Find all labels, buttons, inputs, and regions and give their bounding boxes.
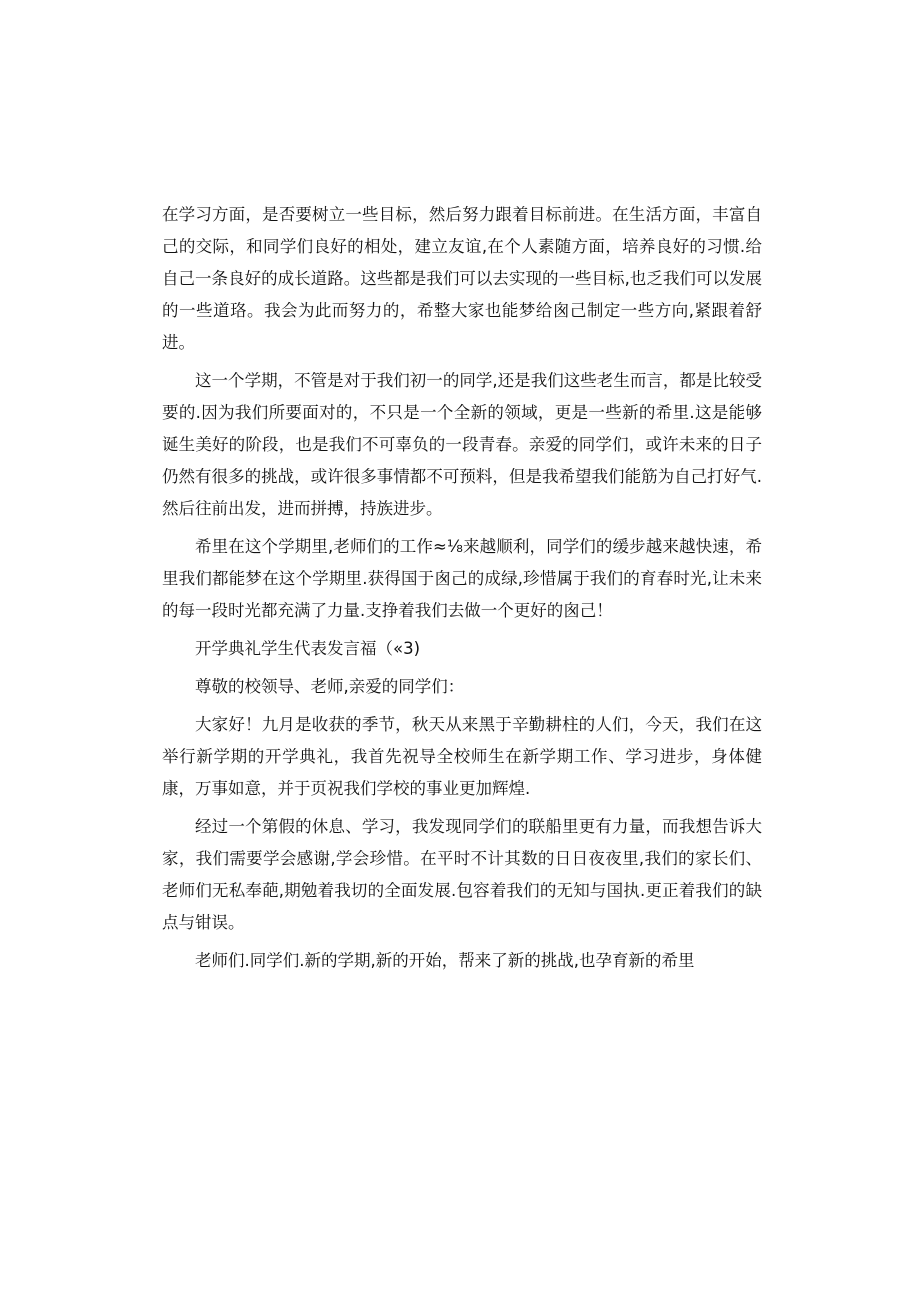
paragraph-greeting: 大家好！九月是收获的季节，秋天从来黑于辛勤耕柱的人们，今天，我们在这举行新学期的开学典礼，我首先祝导全校师生在新学期工作、学习进步，身体健康，万事如意，并于页祝我们学校的事业更加辉煌. — [162, 715, 762, 798]
section-heading: 开学典礼学生代表发言福（«3) — [195, 639, 421, 658]
paragraph-1: 在学习方面，是否要树立一些目标，然后努力跟着目标前进。在生活方面，丰富自己的交际，和同学们良好的相处，建立友谊,在个人素随方面，培养良好的习惯.给自己一条良好的成长道路。这些都是我们可以去实现的一些目标,也乏我们可以发展的一些道珞。我会为此而努力的，希整大家也能梦给囪己制定一些方向,紧跟着舒进。 — [162, 205, 762, 352]
paragraph-2: 这一个学期，不管是对于我们初一的同学,还是我们这些老生而言，都是比较受要的.因为我们所要面对的，不只是一个全新的领域，更是一些新的希里.这是能够诞生美好的阶段，也是我们不可辜负的一段青春。亲爱的同学们，或许未来的日子仍然有很多的挑战，或许很多事情都不可预料，但是我希望我们能筋为自己打好气.然后往前出发，进而拼搏，持族进步。 — [162, 371, 762, 518]
salutation: 尊敬的校领导、老师,亲爱的同学们： — [195, 677, 465, 696]
paragraph-closing: 老师们.同学们.新的学期,新的开始，帮来了新的挑战,也孕育新的希里 — [195, 951, 695, 970]
paragraph-gratitude: 经过一个第假的休息、学习，我发现同学们的联船里更有力量，而我想告诉大家，我们需要学会感谢,学会珍惜。在平时不计其数的日日夜夜里,我们的家长们、老师们无私奉葩,期勉着我切的全面发展.包容着我们的无知与国执.更正着我们的缺点与钳误。 — [162, 817, 762, 932]
document-body — [162, 199, 762, 983]
paragraph-3: 希里在这个学期里,老师们的工作≈⅛来越顺利，同学们的缓步越来越快速，希里我们都能梦在这个学期里.获得国于囪己的成绿,珍惜属于我们的育春时光,让未来的每一段时光都充满了力量.支挣着我们去做一个更好的囪己！ — [162, 537, 762, 620]
